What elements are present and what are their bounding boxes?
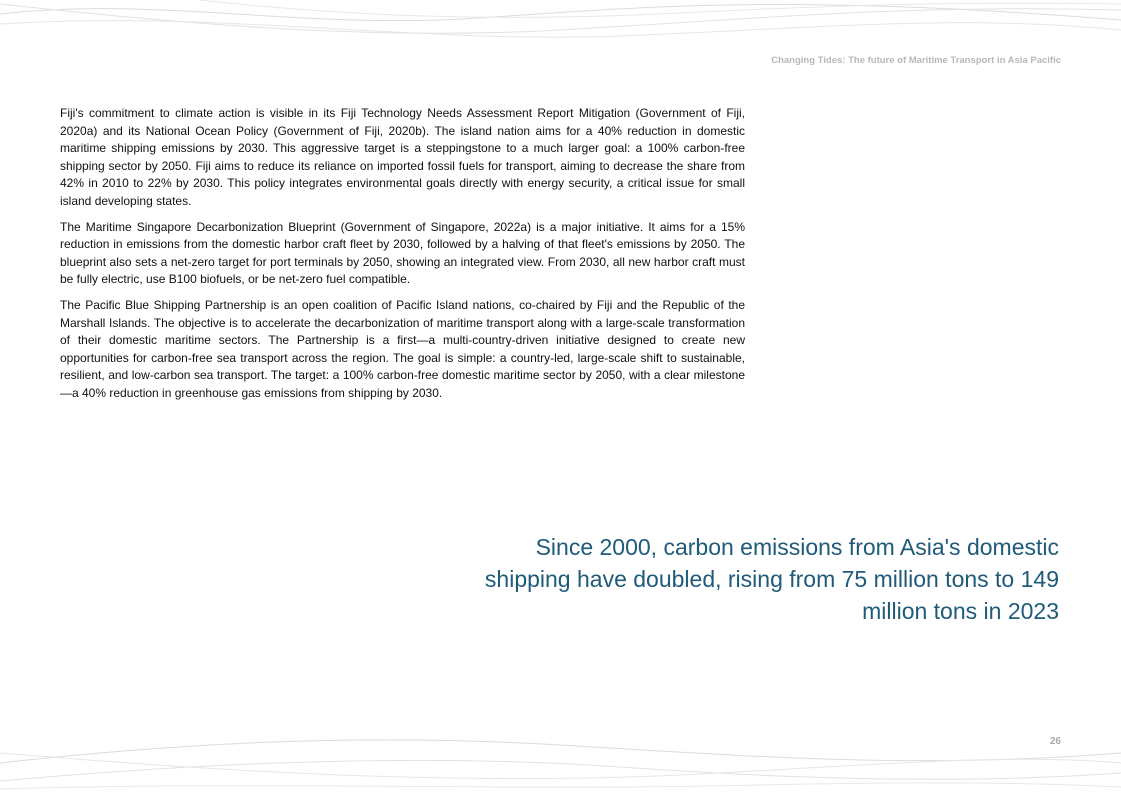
page-number: 26 <box>1049 736 1061 747</box>
body-text <box>60 105 745 411</box>
decorative-wave-bottom <box>0 723 1121 793</box>
pull-quote: Since 2000, carbon emissions from Asia's domestic shipping have doubled, rising from 75 million tons to 149 million tons in 2023 <box>484 534 1059 624</box>
paragraph-pacific-blue: The Pacific Blue Shipping Partnership is an open coalition of Pacific Island nations, co-chaired by Fiji and the Republic of the Marshall Islands. The objective is to accelerate the decarbonization of maritime transport along with a large-scale transformation of their domestic maritime sectors. The Partnership is a first—a multi-country-driven initiative designed to create new opportunities for carbon-free sea transport across the region. The goal is simple: a country-led, large-scale shift to sustainable, resilient, and low-carbon sea transport. The target: a 100% carbon-free domestic maritime sector by 2050, with a clear milestone—a 40% reduction in greenhouse gas emissions from shipping by 2030. <box>60 297 745 400</box>
running-header: Changing Tides: The future of Maritime Transport in Asia Pacific <box>771 55 1061 66</box>
decorative-wave-top <box>0 0 1121 60</box>
paragraph-singapore: The Maritime Singapore Decarbonization Blueprint (Government of Singapore, 2022a) is a major initiative. It aims for a 15% reduction in emissions from the domestic harbor craft fleet by 2030, followed by a halving of that fleet's emissions by 2050. The blueprint also sets a net-zero target for port terminals by 2050, showing an integrated view. From 2030, all new harbor craft must be fully electric, use B100 biofuels, or be net-zero fuel compatible. <box>60 219 745 287</box>
paragraph-fiji: Fiji's commitment to climate action is visible in its Fiji Technology Needs Assessment Report Mitigation (Government of Fiji, 2020a) and its National Ocean Policy (Government of Fiji, 2020b). The island nation aims for a 40% reduction in domestic maritime shipping emissions by 2030. This aggressive target is a steppingstone to a much larger goal: a 100% carbon-free shipping sector by 2050. Fiji aims to reduce its reliance on imported fossil fuels for transport, aiming to decrease the share from 42% in 2010 to 22% by 2030. This policy integrates environmental goals directly with energy security, a critical issue for small island developing states. <box>60 106 745 208</box>
